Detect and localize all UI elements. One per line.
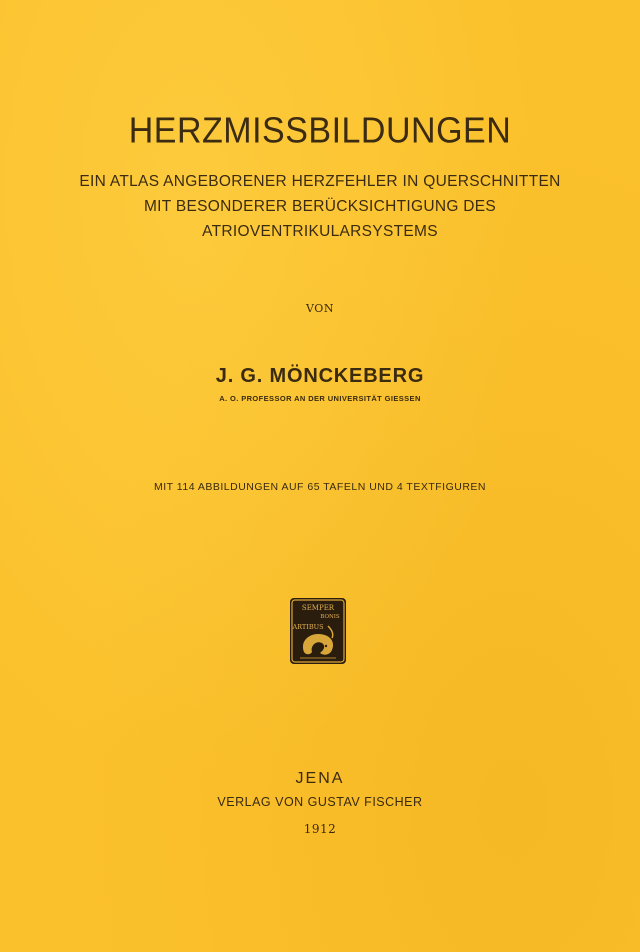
dolphin-printer-mark-icon <box>290 598 346 664</box>
author-name: J. G. MÖNCKEBERG <box>215 365 425 387</box>
illustrations-note: MIT 114 ABBILDUNGEN AUF 65 TAFELN UND 4 TEXTFIGUREN <box>153 481 487 493</box>
publication-year: 1912 <box>303 822 337 836</box>
svg-text:SEMPER: SEMPER <box>301 604 335 612</box>
author-affiliation: A. O. PROFESSOR AN DER UNIVERSITÄT GIESSEN <box>219 394 421 403</box>
svg-text:BONIS: BONIS <box>320 614 340 620</box>
by-label: VON <box>306 302 334 315</box>
publisher-name: VERLAG VON GUSTAV FISCHER <box>217 795 423 809</box>
publisher-city: JENA <box>295 770 345 787</box>
subtitle-line-2: MIT BESONDERER BERÜCKSICHTIGUNG DES <box>143 198 497 215</box>
subtitle-line-3: ATRIOVENTRIKULARSYSTEMS <box>202 223 438 240</box>
book-title: HERZMISSBILDUNGEN <box>128 111 512 151</box>
svg-text:ARTIBUS: ARTIBUS <box>292 623 324 631</box>
subtitle-line-1: EIN ATLAS ANGEBORENER HERZFEHLER IN QUERSCHNITTEN <box>79 173 561 190</box>
